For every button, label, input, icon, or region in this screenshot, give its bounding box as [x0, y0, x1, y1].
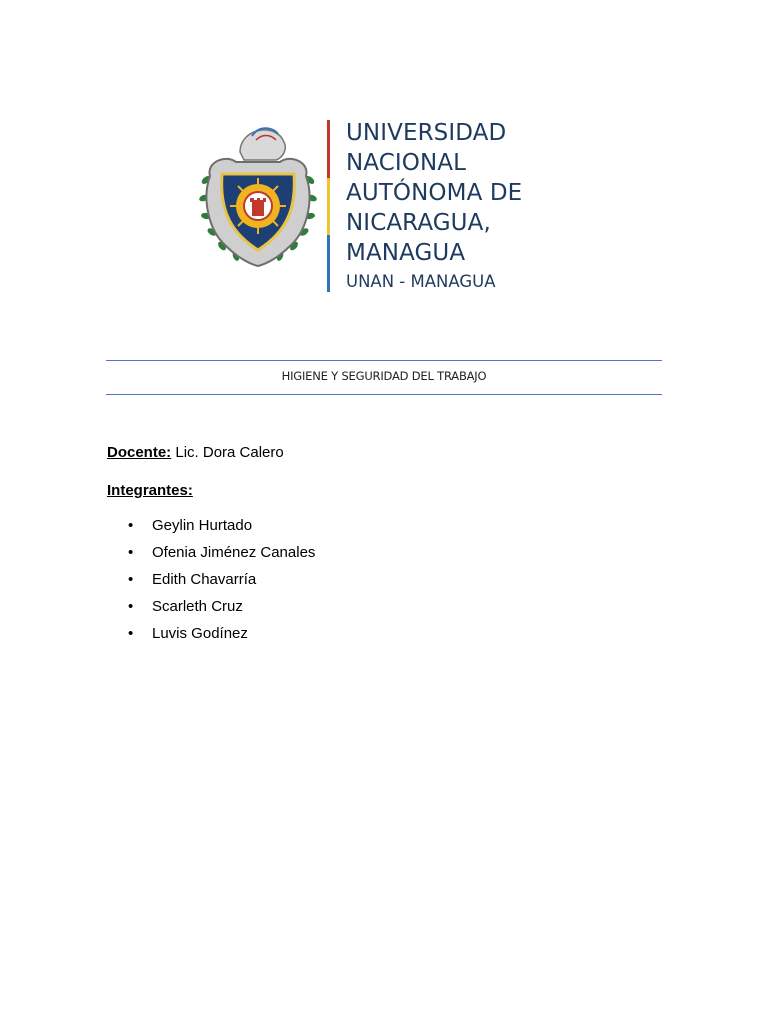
member-name: Scarleth Cruz — [152, 598, 243, 615]
member-name: Edith Chavarría — [152, 571, 257, 588]
member-name: Luvis Godínez — [152, 625, 248, 642]
university-name-line: NACIONAL — [346, 150, 467, 176]
bullet-icon: • — [128, 625, 134, 642]
subject-title: HIGIENE Y SEGURIDAD DEL TRABAJO — [281, 369, 487, 383]
university-logo — [196, 116, 556, 298]
university-name — [346, 118, 566, 268]
subject-bottom-rule — [106, 394, 662, 395]
member-name: Ofenia Jiménez Canales — [152, 544, 316, 561]
university-name-line: NICARAGUA, — [346, 210, 491, 236]
university-name-line: UNIVERSIDAD — [346, 120, 507, 146]
bullet-icon: • — [128, 544, 134, 561]
university-name-line: AUTÓNOMA DE — [346, 180, 523, 206]
teacher-label: Docente: — [107, 444, 172, 461]
logo-divider — [327, 120, 330, 292]
university-name-line: MANAGUA — [346, 240, 466, 266]
bullet-icon: • — [128, 571, 134, 588]
university-crest-icon — [196, 118, 320, 268]
subject-top-rule — [106, 360, 662, 361]
members-label: Integrantes: — [107, 482, 193, 499]
university-short-name: UNAN - MANAGUA — [346, 272, 496, 291]
member-name: Geylin Hurtado — [152, 517, 253, 534]
bullet-icon: • — [128, 598, 134, 615]
teacher-name: Lic. Dora Calero — [175, 444, 284, 461]
bullet-icon: • — [128, 517, 134, 534]
teacher-line — [107, 444, 284, 461]
